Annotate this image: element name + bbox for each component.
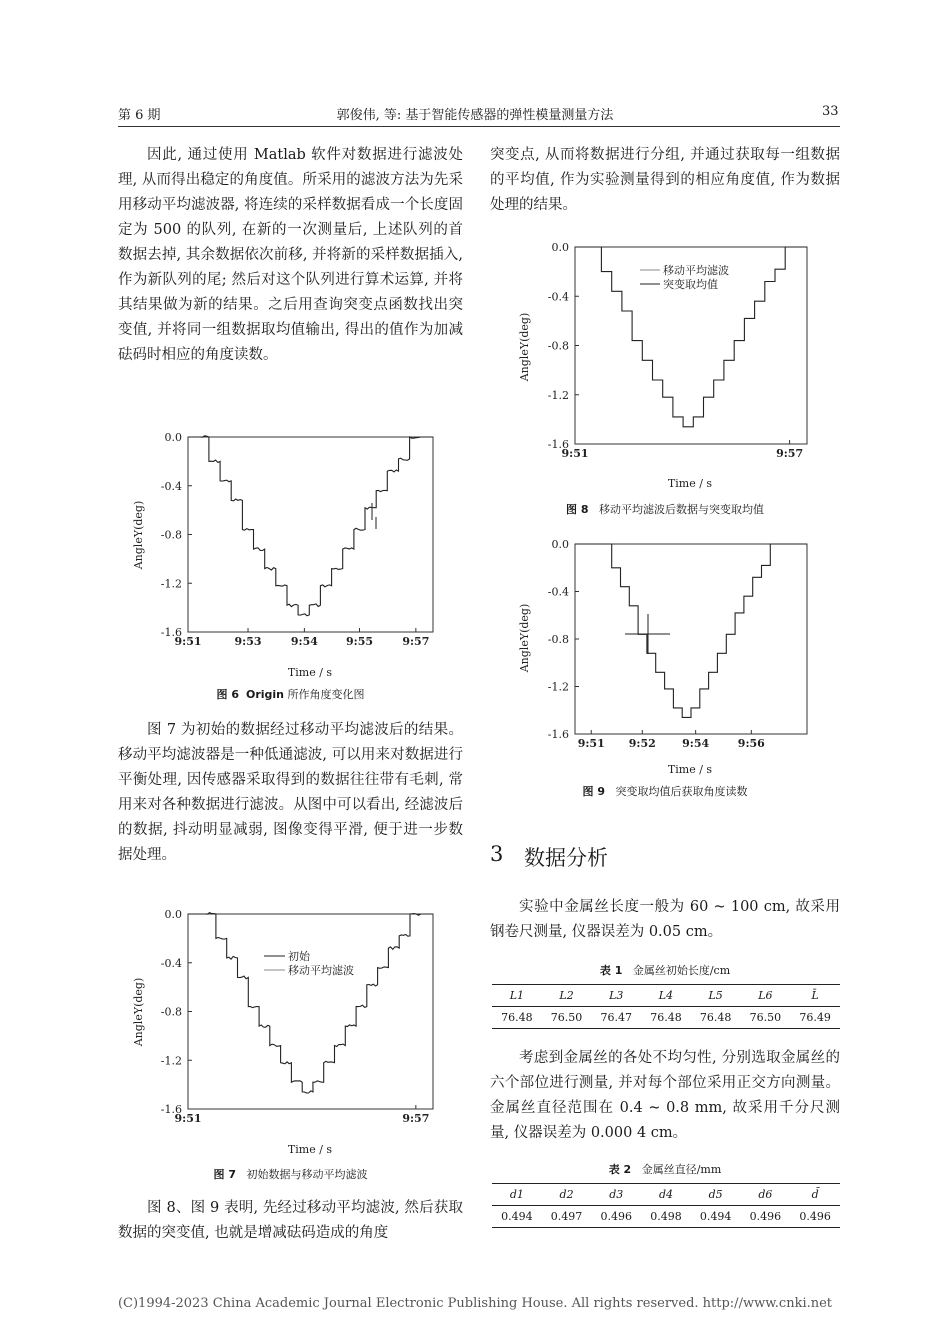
legend-label-1: 初始 bbox=[288, 950, 310, 963]
table1-header: L1 bbox=[509, 989, 524, 1002]
header-title: 郭俊伟, 等: 基于智能传感器的弹性模量测量方法 bbox=[336, 108, 614, 123]
x-tick-label: 9:56 bbox=[737, 737, 765, 750]
y-tick-label: 0.0 bbox=[164, 908, 182, 921]
y-axis-label: AngleY(deg) bbox=[132, 500, 145, 570]
x-axis-label: Time / s bbox=[667, 763, 713, 776]
caption-fig9 bbox=[490, 783, 840, 799]
caption-fig6 bbox=[118, 686, 463, 702]
caption-fig7-num: 图 7 bbox=[213, 1168, 236, 1181]
y-tick-label: -0.4 bbox=[160, 479, 182, 493]
y-tick-label: -1.2 bbox=[160, 577, 182, 591]
table2-cell: 0.494 bbox=[699, 1210, 732, 1223]
x-tick-label: 9:53 bbox=[234, 635, 262, 648]
x-tick-label: 9:57 bbox=[776, 447, 804, 460]
table1-header: L5 bbox=[708, 989, 723, 1002]
x-ticks bbox=[578, 730, 765, 750]
table2-cell: 0.496 bbox=[799, 1210, 831, 1223]
header-page: 33 bbox=[822, 104, 839, 119]
y-tick-label: 0.0 bbox=[164, 431, 182, 444]
table1-cell: 76.50 bbox=[550, 1011, 583, 1024]
x-axis-label: Time / s bbox=[287, 666, 333, 679]
table2-header: d2 bbox=[559, 1188, 574, 1201]
left-para-1: 因此, 通过使用 Matlab 软件对数据进行滤波处理, 从而得出稳定的角度值。所采用的滤波方法为先采用移动平均滤波器, 将连续的采样数据看成一个长度固定为 500 的队列, 在新的一次测量后, 上述队列的首数据去掉, 其余数据依次前移, 并将新的采样数据插入, 作为新队列的尾; 然后对这个队列进行算术运算, 并将其结果做为新的结果。之后用查询突变点函数找出突变值, 并将同一组数据取均值输出, 得出的值作为加减砝码时相应的角度读数。 bbox=[118, 147, 463, 363]
y-axis-label: AngleY(deg) bbox=[518, 312, 531, 382]
x-tick-label: 9:51 bbox=[174, 635, 202, 648]
x-ticks bbox=[174, 628, 429, 648]
table2-cell: 0.498 bbox=[650, 1210, 682, 1223]
y-tick-label: -0.4 bbox=[160, 956, 182, 970]
copyright-footer: (C)1994-2023 China Academic Journal Electronic Publishing House. All rights reserved. http://www.cnki.net bbox=[117, 1296, 833, 1311]
x-tick-label: 9:57 bbox=[402, 1112, 430, 1125]
x-ticks bbox=[561, 440, 803, 460]
table2-header: d3 bbox=[609, 1188, 624, 1201]
y-tick-label: -0.8 bbox=[160, 528, 182, 542]
table1-cell: 76.47 bbox=[600, 1011, 632, 1024]
legend-label-2: 突变取均值 bbox=[663, 278, 718, 291]
table2-cell: 0.496 bbox=[600, 1210, 632, 1223]
y-tick-label: -1.6 bbox=[547, 438, 569, 451]
table1-cell: 76.49 bbox=[799, 1011, 831, 1024]
caption-fig9-text: 突变取均值后获取角度读数 bbox=[615, 785, 748, 798]
spike-line bbox=[372, 503, 376, 529]
y-tick-label: -0.8 bbox=[547, 633, 569, 646]
y-tick-label: -0.4 bbox=[547, 290, 569, 304]
right-para-1: 突变点, 从而将数据进行分组, 并通过获取每一组数据的平均值, 作为实验测量得到的相应角度值, 作为数据处理的结果。 bbox=[490, 147, 840, 213]
plot-frame bbox=[575, 544, 807, 734]
table2-cell: 0.496 bbox=[749, 1210, 782, 1223]
table1-caption bbox=[490, 962, 840, 978]
section-number: 3 bbox=[490, 842, 504, 866]
y-tick-label: -1.6 bbox=[547, 728, 569, 741]
table2-caption bbox=[490, 1161, 840, 1177]
y-ticks bbox=[161, 908, 192, 1116]
x-tick-label: 9:51 bbox=[174, 1112, 202, 1125]
table-2 bbox=[492, 1183, 840, 1228]
x-axis-label: Time / s bbox=[287, 1143, 333, 1156]
x-tick-label: 9:54 bbox=[682, 737, 710, 750]
caption-fig8 bbox=[490, 501, 840, 517]
plot-frame bbox=[188, 914, 433, 1109]
figure-7 bbox=[120, 902, 440, 1157]
y-tick-label: -1.2 bbox=[160, 1054, 182, 1068]
table2-caption-text: 金属丝直径/mm bbox=[641, 1163, 722, 1176]
table1-cell: 76.48 bbox=[501, 1011, 533, 1024]
table1-header: L6 bbox=[758, 989, 773, 1002]
table1-header: L2 bbox=[559, 989, 574, 1002]
y-tick-label: -0.8 bbox=[547, 339, 569, 353]
series-line bbox=[188, 913, 433, 1093]
right-para-3: 考虑到金属丝的各处不均匀性, 分别选取金属丝的六个部位进行测量, 并对每个部位采用正交方向测量。金属丝直径范围在 0.4 ~ 0.8 mm, 故采用千分尺测量, 仪器误差为 0.000 4 cm。 bbox=[490, 1050, 840, 1141]
caption-fig6-label: Origin bbox=[245, 688, 284, 701]
left-para-2: 图 7 为初始的数据经过移动平均滤波后的结果。移动平均滤波器是一种低通滤波, 可以用来对数据进行平衡处理, 因传感器采取得到的数据往往带有毛刺, 常用来对各种数据进行滤波。从图中可以看出, 经滤波后的数据, 抖动明显减弱, 图像变得平滑, 便于进一步数据处理。 bbox=[118, 722, 463, 863]
series-line bbox=[188, 436, 433, 616]
table1-cell: 76.48 bbox=[650, 1011, 682, 1024]
table1-header: L4 bbox=[658, 989, 674, 1002]
header-rule bbox=[118, 126, 840, 127]
table1-header: L3 bbox=[609, 989, 624, 1002]
table1-header: L̄ bbox=[811, 989, 819, 1002]
caption-fig7 bbox=[118, 1166, 463, 1182]
x-ticks bbox=[174, 1105, 429, 1125]
table2-header: d̄ bbox=[811, 1188, 819, 1201]
table2-header: d1 bbox=[509, 1188, 524, 1201]
y-tick-label: -1.6 bbox=[160, 1103, 182, 1116]
y-tick-label: -1.6 bbox=[160, 626, 182, 639]
figure-6 bbox=[120, 425, 440, 680]
x-tick-label: 9:55 bbox=[345, 635, 374, 648]
table2-header: d5 bbox=[708, 1188, 723, 1201]
table-1 bbox=[492, 984, 840, 1029]
figure-9 bbox=[500, 532, 820, 780]
x-tick-label: 9:51 bbox=[577, 737, 605, 750]
y-tick-label: -1.2 bbox=[547, 680, 569, 694]
table2-num: 表 2 bbox=[608, 1163, 632, 1176]
right-para-2: 实验中金属丝长度一般为 60 ~ 100 cm, 故采用钢卷尺测量, 仪器误差为 0.05 cm。 bbox=[490, 899, 840, 940]
table1-cell: 76.48 bbox=[699, 1011, 732, 1024]
caption-fig9-num: 图 9 bbox=[582, 785, 605, 798]
y-tick-label: -1.2 bbox=[547, 388, 569, 402]
y-tick-label: 0.0 bbox=[551, 241, 569, 254]
table2-cell: 0.494 bbox=[501, 1210, 533, 1223]
caption-fig6-text: 所作角度变化图 bbox=[284, 688, 365, 701]
table2-cell: 0.497 bbox=[550, 1210, 583, 1223]
x-axis-label: Time / s bbox=[667, 477, 713, 490]
y-axis-label: AngleY(deg) bbox=[518, 603, 531, 673]
y-tick-label: -0.8 bbox=[160, 1005, 182, 1019]
x-tick-label: 9:52 bbox=[628, 737, 656, 750]
caption-fig8-text: 移动平均滤波后数据与突变取均值 bbox=[598, 503, 764, 516]
caption-fig7-text: 初始数据与移动平均滤波 bbox=[246, 1168, 368, 1181]
y-ticks bbox=[548, 241, 579, 451]
caption-fig6-num: 图 6 bbox=[216, 688, 239, 701]
crosshair-line bbox=[625, 614, 670, 654]
series-line bbox=[575, 544, 807, 717]
section-title: 数据分析 bbox=[524, 846, 608, 870]
y-tick-label: 0.0 bbox=[551, 538, 569, 551]
x-tick-label: 9:51 bbox=[561, 447, 589, 460]
left-para-3: 图 8、图 9 表明, 先经过移动平均滤波, 然后获取数据的突变值, 也就是增减砝码造成的角度 bbox=[118, 1200, 463, 1241]
caption-fig8-num: 图 8 bbox=[566, 503, 589, 516]
table1-num: 表 1 bbox=[599, 964, 623, 977]
table1-caption-text: 金属丝初始长度/cm bbox=[632, 964, 731, 977]
plot-frame bbox=[188, 437, 433, 632]
legend-label-2: 移动平均滤波 bbox=[288, 964, 354, 977]
y-ticks bbox=[161, 431, 192, 639]
table1-cell: 76.50 bbox=[749, 1011, 782, 1024]
header-issue: 第 6 期 bbox=[118, 108, 161, 123]
table2-header: d4 bbox=[658, 1188, 673, 1201]
y-tick-label: -0.4 bbox=[547, 585, 569, 599]
y-ticks bbox=[548, 538, 579, 741]
table2-header: d6 bbox=[758, 1188, 773, 1201]
figure-8 bbox=[500, 235, 820, 495]
legend-label-1: 移动平均滤波 bbox=[663, 264, 729, 277]
y-axis-label: AngleY(deg) bbox=[132, 977, 145, 1047]
x-tick-label: 9:54 bbox=[290, 635, 318, 648]
x-tick-label: 9:57 bbox=[402, 635, 430, 648]
